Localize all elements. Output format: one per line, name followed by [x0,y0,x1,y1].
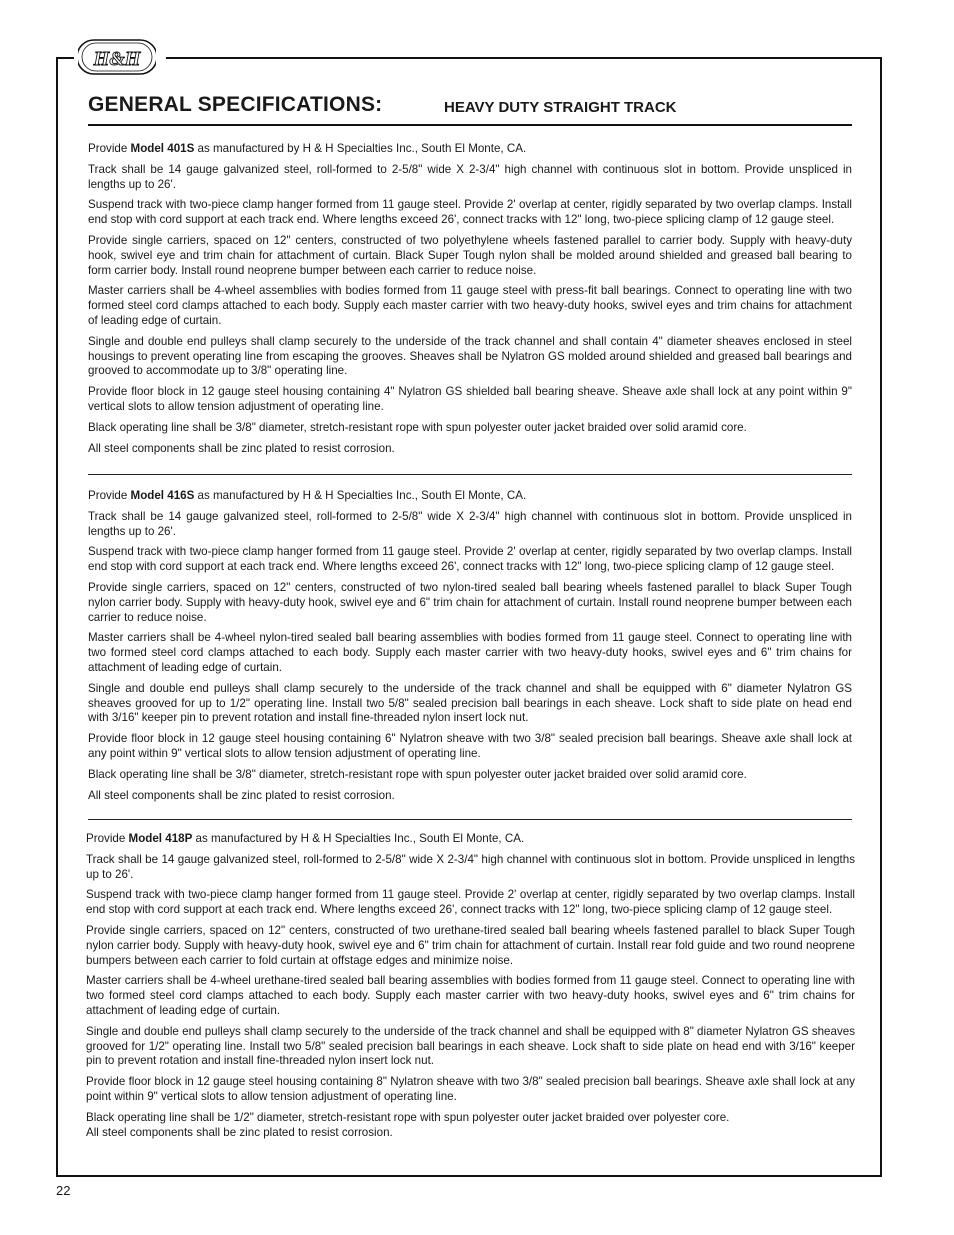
logo-text: H&H [93,48,141,70]
section-intro: Provide Model 416S as manufactured by H & H Specialties Inc., South El Monte, CA. [88,489,527,502]
page-subtitle: HEAVY DUTY STRAIGHT TRACK [444,99,677,116]
model-name: Model 401S [130,142,195,155]
spec-paragraph: Suspend track with two-piece clamp hanger formed from 11 gauge steel. Provide 2' overlap at center, rigidly separated by two overlap clamps. Install end stop with cord support at each track end. Where lengths exceed 26', connect tracks with 12" long, two-piece splicing clamp of 12 gauge steel. [86,888,855,917]
section-intro: Provide Model 401S as manufactured by H & H Specialties Inc., South El Monte, CA. [88,142,527,155]
spec-paragraph: Provide floor block in 12 gauge steel housing containing 8" Nylatron sheave with two 3/8" sealed precision ball bearings. Sheave axle shall lock at any point within 9" vertical slots to allow tension adjustment of operating line. [86,1075,855,1103]
spec-paragraph: Track shall be 14 gauge galvanized steel, roll-formed to 2-5/8" wide X 2-3/4" high channel with continuous slot in bottom. Provide unspliced in lengths up to 26'. [88,509,852,538]
spec-paragraph: Black operating line shall be 3/8" diameter, stretch-resistant rope with spun polyester outer jacket braided over solid aramid core. [88,420,747,434]
spec-paragraph: All steel components shall be zinc plated to resist corrosion. [88,441,395,455]
spec-paragraph: Black operating line shall be 1/2" diameter, stretch-resistant rope with spun polyester outer jacket braided over polyester core. [86,1110,730,1124]
spec-section-418p [86,832,855,1146]
section-intro: Provide Model 418P as manufactured by H & H Specialties Inc., South El Monte, CA. [86,832,525,845]
title-row [88,90,852,126]
spec-paragraph: Master carriers shall be 4-wheel nylon-tired sealed ball bearing assemblies with bodies formed from 11 gauge steel. Connect to operating line with two formed steel cord clamps attached to each body. Supply each master carrier with two heavy-duty hooks, swivel eyes and 6" trim chains for attachment of leading edge of curtain. [88,631,852,674]
spec-paragraph: Provide single carriers, spaced on 12" centers, constructed of two nylon-tired sealed ball bearing wheels fastened parallel to black Super Tough nylon carrier body. Supply with heavy-duty hook, swivel eye and 6" trim chain for attachment of curtain. Install round neoprene bumper between each carrier to reduce noise. [88,580,852,624]
section-divider [88,474,852,475]
spec-paragraph: Suspend track with two-piece clamp hanger formed from 11 gauge steel. Provide 2' overlap at center, rigidly separated by two overlap clamps. Install end stop with cord support at each track end. Where lengths exceed 26', connect tracks with 12" long, two-piece splicing clamp of 12 gauge steel. [88,545,852,574]
page-number: 22 [56,1183,71,1198]
spec-paragraph: Track shall be 14 gauge galvanized steel, roll-formed to 2-5/8" wide X 2-3/4" high channel with continuous slot in bottom. Provide unspliced in lengths up to 26'. [88,162,852,191]
spec-paragraph: Provide floor block in 12 gauge steel housing containing 6" Nylatron sheave with two 3/8" sealed precision ball bearings. Sheave axle shall lock at any point within 9" vertical slots to allow tension adjustment of operating line. [88,732,852,760]
model-name: Model 418P [128,832,193,845]
spec-paragraph: Black operating line shall be 3/8" diameter, stretch-resistant rope with spun polyester outer jacket braided over solid aramid core. [88,767,747,781]
spec-paragraph: All steel components shall be zinc plated to resist corrosion. [88,788,395,802]
spec-paragraph: Provide single carriers, spaced on 12" centers, constructed of two urethane-tired sealed ball bearing wheels fastened parallel to black Super Tough nylon carrier body. Supply with heavy-duty hook, swivel eye and 6" trim chain for attachment of curtain. Install rear fold guide and two round neoprene bumpers between each carrier to fold curtain at offstage edges and minimize noise. [86,923,855,967]
spec-paragraph: Track shall be 14 gauge galvanized steel, roll-formed to 2-5/8" wide X 2-3/4" high channel with continuous slot in bottom. Provide unspliced in lengths up to 26'. [86,852,855,881]
spec-paragraph: Single and double end pulleys shall clamp securely to the underside of the track channel and shall contain 4" diameter sheaves enclosed in steel housings to prevent operating line from escaping the grooves. Sheaves shall be Nylatron GS molded around shielded and greased ball bearings and grooved to accommodate up to 3/8" operating line. [88,334,852,378]
spec-paragraph: Provide single carriers, spaced on 12" centers, constructed of two polyethylene wheels fastened parallel to carrier body. Supply with heavy-duty hook, swivel eye and trim chain for attachment of curtain. Black Super Tough nylon shall be molded around shielded and greased ball bearing to form carrier body. Install round neoprene bumper between each carrier to reduce noise. [88,233,852,277]
spec-paragraph: Master carriers shall be 4-wheel urethane-tired sealed ball bearing assemblies with bodies formed from 11 gauge steel. Connect to operating line with two formed steel cord clamps attached to each body. Supply each master carrier with two heavy-duty hooks, swivel eyes and 6" trim chains for attachment of leading edge of curtain. [86,974,855,1017]
spec-paragraph: Suspend track with two-piece clamp hanger formed from 11 gauge steel. Provide 2' overlap at center, rigidly separated by two overlap clamps. Install end stop with cord support at each track end. Where lengths exceed 26', connect tracks with 12" long, two-piece splicing clamp of 12 gauge steel. [88,198,852,227]
spec-paragraph: Single and double end pulleys shall clamp securely to the underside of the track channel and shall be equipped with 6" diameter Nylatron GS sheaves grooved for up to 1/2" operating line. Install two 5/8" sealed precision ball bearings in each sheave. Lock shaft to side plate on head end with 3/16" keeper pin to prevent rotation and install fine-threaded nylon insert lock nut. [88,681,852,725]
model-name: Model 416S [130,489,195,502]
spec-paragraph: Single and double end pulleys shall clamp securely to the underside of the track channel and shall be equipped with 8" diameter Nylatron GS sheaves grooved for 1/2" operating line. Install two 5/8" sealed precision ball bearings in each sheave. Lock shaft to side plate on head end with 3/16" keeper pin to prevent rotation and install fine-threaded nylon insert lock nut. [86,1024,855,1068]
section-divider [88,819,852,820]
spec-paragraph: All steel components shall be zinc plated to resist corrosion. [86,1125,393,1139]
page-title: GENERAL SPECIFICATIONS: [88,93,383,116]
spec-section-416s [88,489,852,809]
hh-logo [78,38,156,76]
spec-paragraph: Master carriers shall be 4-wheel assemblies with bodies formed from 11 gauge steel with press-fit ball bearings. Connect to operating line with two formed steel cord clamps attached to each body. Supply each master carrier with two heavy-duty hooks, swivel eyes and trim chains for attachment of leading edge of curtain. [88,284,852,327]
spec-paragraph: Provide floor block in 12 gauge steel housing containing 4" Nylatron GS shielded ball bearing sheave. Sheave axle shall lock at any point within 9" vertical slots to allow tension adjustment of operating line. [88,385,852,413]
spec-section-401s [88,142,852,462]
